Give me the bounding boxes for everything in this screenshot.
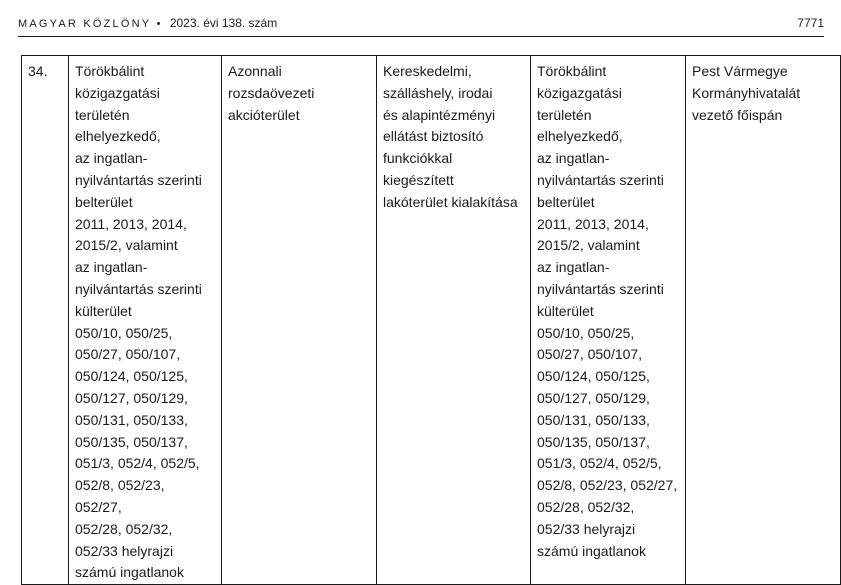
location-text: Törökbálint közigazgatási területén elhelyezkedő, az ingatlan- nyilvántartás szerinti belterület 2011, 2013, 2014, 2015/2, valamint az ingatlan- nyilvántartás szerinti külterület 050/10, 050/25, 050/27, 050/107, 050/124, 050/125, 050/127, 050/129, 050/131, 050/133, 050/135, 050/137, 051/3, 052/4, 052/5, 052/8, 052/23, 052/27, 052/28, 052/32, 052/33 helyrajzi számú ingatlanok [75,63,202,581]
location-repeat-text: Törökbálint közigazgatási területén elhelyezkedő, az ingatlan- nyilvántartás szerinti belterület 2011, 2013, 2014, 2015/2, valamint az ingatlan- nyilvántartás szerinti külterület 050/10, 050/25, 050/27, 050/107, 050/124, 050/125, 050/127, 050/129, 050/131, 050/133, 050/135, 050/137, 051/3, 052/4, 052/5, 052/8, 052/23, 052/27, 052/28, 052/32, 052/33 helyrajzi számú ingatlanok [537,63,678,559]
location-cell [69,56,222,585]
decree-table [21,55,841,585]
table-row [22,56,841,585]
area-type-cell [222,56,377,585]
purpose-cell [377,56,531,585]
page-header [18,14,824,34]
running-title [18,14,277,33]
authority-text: Pest Vármegye Kormányhivatalát vezető főispán [692,63,801,123]
area-type-text: Azonnali rozsdaövezeti akcióterület [228,63,315,123]
row-number: 34. [28,63,48,79]
purpose-text: Kereskedelmi, szálláshely, irodai és alapintézményi ellátást biztosító funkciókkal kiegészített lakóterület kialakítása [383,63,518,210]
authority-cell [686,56,841,585]
page-number: 7771 [797,16,824,30]
issue-label: 2023. évi 138. szám [169,16,278,30]
row-number-cell [22,56,69,585]
separator-bullet: • [156,18,161,30]
location-repeat-cell [531,56,686,585]
header-divider [18,36,824,37]
publication-name: MAGYAR KÖZLÖNY [18,18,152,30]
